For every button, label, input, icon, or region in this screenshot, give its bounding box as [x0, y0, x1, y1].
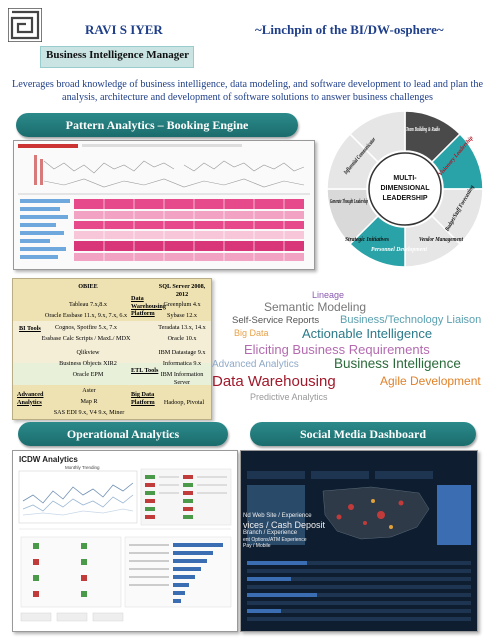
icdw-visual	[13, 451, 237, 631]
db-item-greenplum: Greenplum 4.x	[163, 301, 201, 308]
etl-item-informatica: Informatica 9.x	[162, 360, 202, 367]
bi-item-obiee: OBIEE	[78, 283, 98, 290]
label-thought: Generate Thought Leadership	[330, 199, 368, 205]
db-item-sybase: Sybase 12.x	[167, 312, 197, 319]
etl-item-info-server: IBM Information Server	[160, 371, 204, 386]
map-text-3: Branch / Experience	[243, 530, 298, 536]
label-communicator: Influential Communicator	[343, 121, 390, 176]
cloud-word: Eliciting Business Requirements	[244, 342, 430, 357]
icdw-subtitle: Monthly Trending	[65, 465, 100, 470]
booking-engine-visual	[14, 141, 314, 269]
icdw-title: ICDW Analytics	[19, 455, 78, 464]
role-title: Business Intelligence Manager	[46, 49, 189, 61]
label-vendor: Vendor Management	[419, 237, 464, 243]
cloud-word: Actionable Intelligence	[302, 326, 433, 341]
icdw-dashboard-screenshot	[12, 450, 238, 632]
label-budget: Budget/Staff Forecasting	[444, 175, 481, 233]
db-item-sqlserver: SQL Server 2008, 2012	[158, 283, 206, 298]
etl-item-datastage: IBM Datastage 9.x	[158, 349, 206, 356]
bi-item-oracle-epm: Oracle EPM	[72, 371, 104, 378]
bi-item-business-objects: Business Objects XIR2	[59, 360, 117, 367]
bi-item-tableau: Tableau 7.x,8.x	[68, 301, 108, 308]
db-item-teradata: Teradata 13.x, 14.x	[158, 324, 206, 331]
leadership-wheel	[318, 108, 493, 270]
cloud-word: Semantic Modeling	[264, 300, 367, 314]
social-dashboard-screenshot	[240, 450, 478, 632]
label-strategic: Strategic Initiatives	[345, 237, 390, 243]
etl-tools-label: ETL Tools	[131, 367, 159, 374]
cloud-word: Advanced Analytics	[212, 359, 299, 370]
summary-text: Leverages broad knowledge of business intelligence, data modeling, and software development to lead and plan the analysis, architecture and development of software solutions to answer business challenges	[11, 79, 484, 103]
bi-item-cognos: Cognos, Spotfire 5.x, 7.x	[54, 324, 118, 331]
bi-item-essbase: Oracle Essbase 11.x, 9.x, 7.x, 6.x	[44, 312, 128, 319]
person-name: RAVI S IYER	[85, 22, 163, 37]
label-team-building: Team Building & Radio	[406, 127, 440, 133]
map-text-1: Nd Web Site / Experience	[243, 513, 312, 519]
bi-item-calc-scripts: Essbase Calc Scripts / MaxL/ MDX	[41, 335, 131, 342]
cloud-word: Self-Service Reports	[232, 315, 320, 326]
label-visionary: Visionary Leadership	[437, 133, 477, 178]
advanced-analytics-label: Advanced Analytics	[17, 391, 44, 406]
bi-tools-label: BI Tools	[19, 325, 41, 332]
center-line-1: MULTI-	[393, 175, 417, 182]
center-line-2: DIMENSIONAL	[380, 185, 430, 192]
cloud-word: Data Warehousing	[212, 373, 336, 390]
cloud-word: Business Intelligence	[334, 356, 461, 371]
company-logo	[8, 8, 42, 42]
bi-item-qlikview: Qlikview	[76, 349, 100, 356]
dw-platform-label: Data Warehousing Platform	[131, 295, 166, 317]
label-personnel: Personnel Development	[371, 247, 428, 253]
adv-item-mapr: Map R	[80, 398, 98, 405]
big-data-label: Big Data Platform	[131, 391, 155, 406]
center-line-3: LEADERSHIP	[382, 195, 428, 202]
cloud-word: Lineage	[312, 290, 345, 300]
cloud-word: Big Data	[234, 328, 269, 338]
map-text-2: vices / Cash Deposit	[243, 520, 326, 530]
pattern-analytics-heading: Pattern Analytics – Booking Engine	[16, 113, 298, 137]
adv-item-sas: SAS EDI 9.x, V4 9.x, Miner	[53, 409, 125, 416]
booking-engine-screenshot	[13, 140, 315, 270]
cloud-word: Predictive Analytics	[250, 392, 328, 402]
operational-analytics-heading: Operational Analytics	[18, 422, 228, 446]
map-text-4: ent Options/ATM Experience	[243, 537, 307, 543]
cloud-word: Business/Technology Liaison	[340, 314, 482, 326]
map-text-5: Pay / Mobile	[243, 543, 271, 549]
social-media-heading: Social Media Dashboard	[250, 422, 476, 446]
tools-table	[12, 278, 212, 420]
db-item-oracle: Oracle 10.x	[167, 335, 197, 342]
adv-item-aster: Aster	[82, 387, 96, 394]
tagline: ~Linchpin of the BI/DW-osphere~	[255, 22, 444, 37]
big-item-hadoop: Hadoop, Pivotal	[163, 399, 205, 406]
skills-word-cloud	[212, 290, 495, 402]
cloud-word: Agile Development	[380, 374, 481, 388]
